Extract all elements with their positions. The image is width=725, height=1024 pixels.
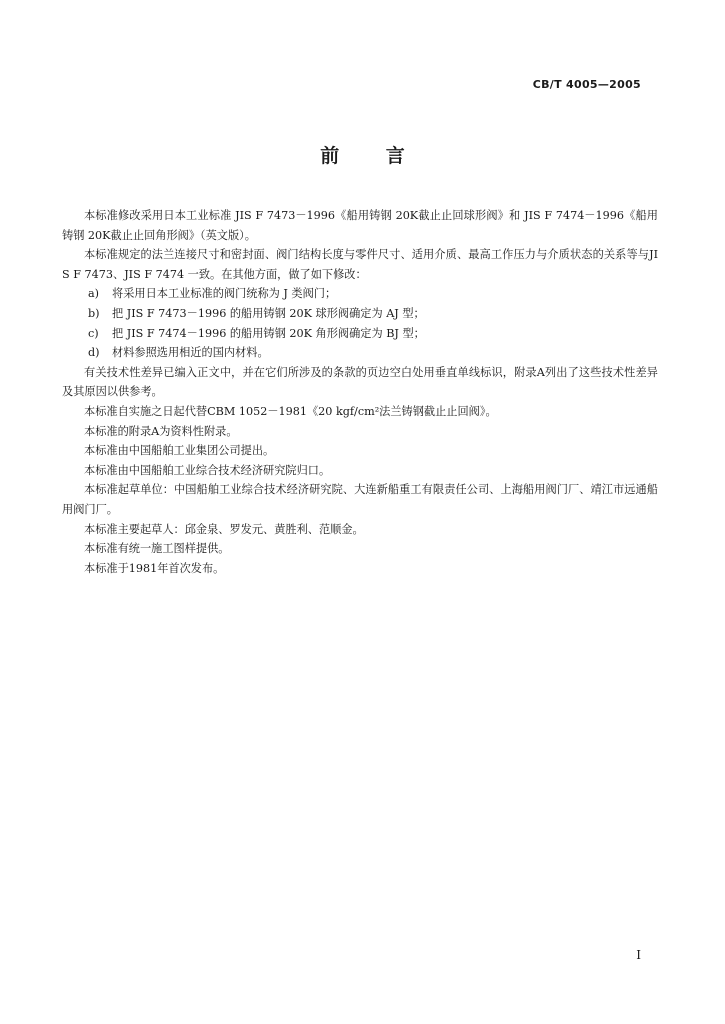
- paragraph-modifications: 本标准规定的法兰连接尺寸和密封面、阀门结构长度与零件尺寸、适用介质、最高工作压力与介质状态的关系等与JIS F 7473、JIS F 7474 一致。在其他方面，做了如下修改：: [62, 248, 658, 281]
- paragraph-annex: 本标准的附录A为资料性附录。: [84, 424, 238, 438]
- paragraph-adoption: 本标准修改采用日本工业标准 JIS F 7473－1996《船用铸钢 20K截止止回球形阀》和 JIS F 7474－1996《船用铸钢 20K截止止回角形阀》（英文版）。: [62, 209, 658, 242]
- list-item: [62, 284, 658, 304]
- list-item-text: 把 JIS F 7474－1996 的船用铸钢 20K 角形阀确定为 BJ 型；: [112, 326, 425, 340]
- list-item: [62, 324, 658, 344]
- page-number: I: [636, 948, 641, 962]
- list-item-mark: c): [88, 326, 99, 340]
- list-item-mark: d): [88, 346, 100, 360]
- standard-code: CB/T 4005—2005: [532, 78, 641, 91]
- paragraph-proposed-by: 本标准由中国船舶工业集团公司提出。: [84, 444, 275, 458]
- list-item-text: 材料参照选用相近的国内材料。: [112, 346, 269, 360]
- foreword-body: [62, 206, 658, 578]
- list-item: [62, 343, 658, 363]
- paragraph-responsible-by: 本标准由中国船舶工业综合技术经济研究院归口。: [84, 463, 331, 477]
- list-item: [62, 304, 658, 324]
- paragraph-technical-differences: 有关技术性差异已编入正文中，并在它们所涉及的条款的页边空白处用垂直单线标识，附录A列出了这些技术性差异及其原因以供参考。: [62, 365, 658, 399]
- paragraph-first-issue: 本标准于1981年首次发布。: [84, 561, 225, 575]
- list-item-mark: b): [88, 306, 100, 320]
- page-title: 前 言: [320, 145, 425, 167]
- paragraph-drafting-units: 本标准起草单位：中国船舶工业综合技术经济研究院、大连新船重工有限责任公司、上海船用阀门厂、靖江市远通船用阀门厂。: [62, 483, 658, 516]
- paragraph-drawings: 本标准有统一施工图样提供。: [84, 542, 230, 556]
- paragraph-replaces: 本标准自实施之日起代替CBM 1052－1981《20 kgf/cm²法兰铸钢截止止回阀》。: [84, 404, 497, 418]
- paragraph-drafters: 本标准主要起草人：邱金泉、罗发元、黄胜利、范顺金。: [84, 522, 364, 536]
- list-item-text: 将采用日本工业标准的阀门统称为 J 类阀门；: [112, 287, 337, 301]
- list-item-mark: a): [88, 287, 100, 301]
- list-item-text: 把 JIS F 7473－1996 的船用铸钢 20K 球形阀确定为 AJ 型；: [112, 306, 425, 320]
